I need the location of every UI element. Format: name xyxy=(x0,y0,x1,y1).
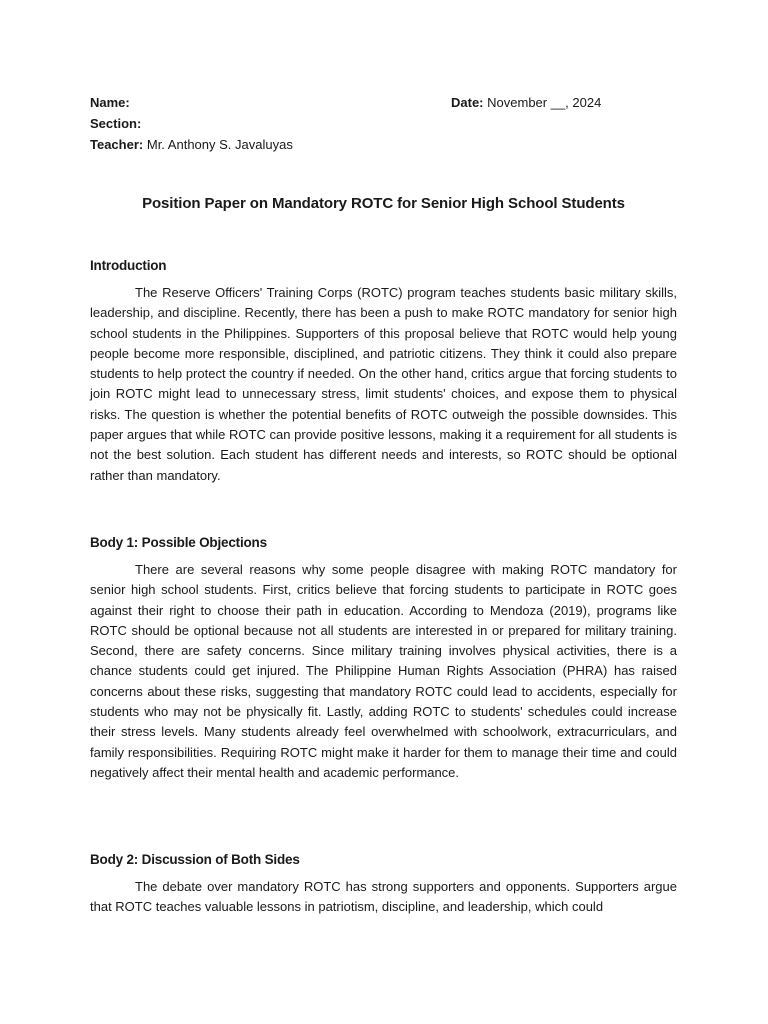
name-label: Name: xyxy=(90,95,130,110)
document-page xyxy=(90,0,677,1024)
section-paragraph: The debate over mandatory ROTC has strong supporters and opponents. Supporters argue that ROTC teaches valuable lessons in patriotism, discipline, and leadership, which could xyxy=(90,879,677,915)
date-value: November __, 2024 xyxy=(487,95,602,110)
header-block xyxy=(90,92,677,155)
section-heading: Body 2: Discussion of Both Sides xyxy=(90,852,300,867)
section-heading: Body 1: Possible Objections xyxy=(90,535,267,550)
date-label: Date: xyxy=(451,95,484,110)
section-heading: Introduction xyxy=(90,258,167,273)
section-introduction xyxy=(90,258,677,486)
page-title: Position Paper on Mandatory ROTC for Senior High School Students xyxy=(142,195,625,212)
section-label: Section: xyxy=(90,116,142,131)
teacher-row xyxy=(90,134,677,155)
section-row xyxy=(90,113,677,134)
teacher-value: Mr. Anthony S. Javaluyas xyxy=(146,137,293,152)
section-paragraph: There are several reasons why some people disagree with making ROTC mandatory for senior high school students. First, critics believe that forcing students to participate in ROTC goes against their right to choose their path in education. According to Mendoza (2019), programs like ROTC should be optional because not all students are interested in or prepared for military training. Second, there are safety concerns. Since military training involves physical activities, there is a chance students could get injured. The Philippine Human Rights Association (PHRA) has raised concerns about these risks, suggesting that mandatory ROTC could lead to accidents, especially for students who may not be physically fit. Lastly, adding ROTC to students' schedules could increase their stress levels. Many students already feel overwhelmed with schoolwork, extracurriculars, and family responsibilities. Requiring ROTC might make it harder for them to manage their time and could negatively affect their mental health and academic performance. xyxy=(90,562,677,780)
section-body-1 xyxy=(90,535,677,783)
date-field xyxy=(451,92,601,113)
teacher-label: Teacher: xyxy=(90,137,144,152)
section-paragraph: The Reserve Officers' Training Corps (ROTC) program teaches students basic military skills, leadership, and discipline. Recently, there has been a push to make ROTC mandatory for senior high school students in the Philippines. Supporters of this proposal believe that ROTC would help young people become more responsible, disciplined, and patriotic citizens. They think it could also prepare students to help protect the country if needed. On the other hand, critics argue that forcing students to join ROTC might lead to unnecessary stress, limit students' choices, and expose them to physical risks. The question is whether the potential benefits of ROTC outweigh the possible downsides. This paper argues that while ROTC can provide positive lessons, making it a requirement for all students is not the best solution. Each student has different needs and interests, so ROTC should be optional rather than mandatory. xyxy=(90,285,677,483)
section-body-2 xyxy=(90,852,677,918)
